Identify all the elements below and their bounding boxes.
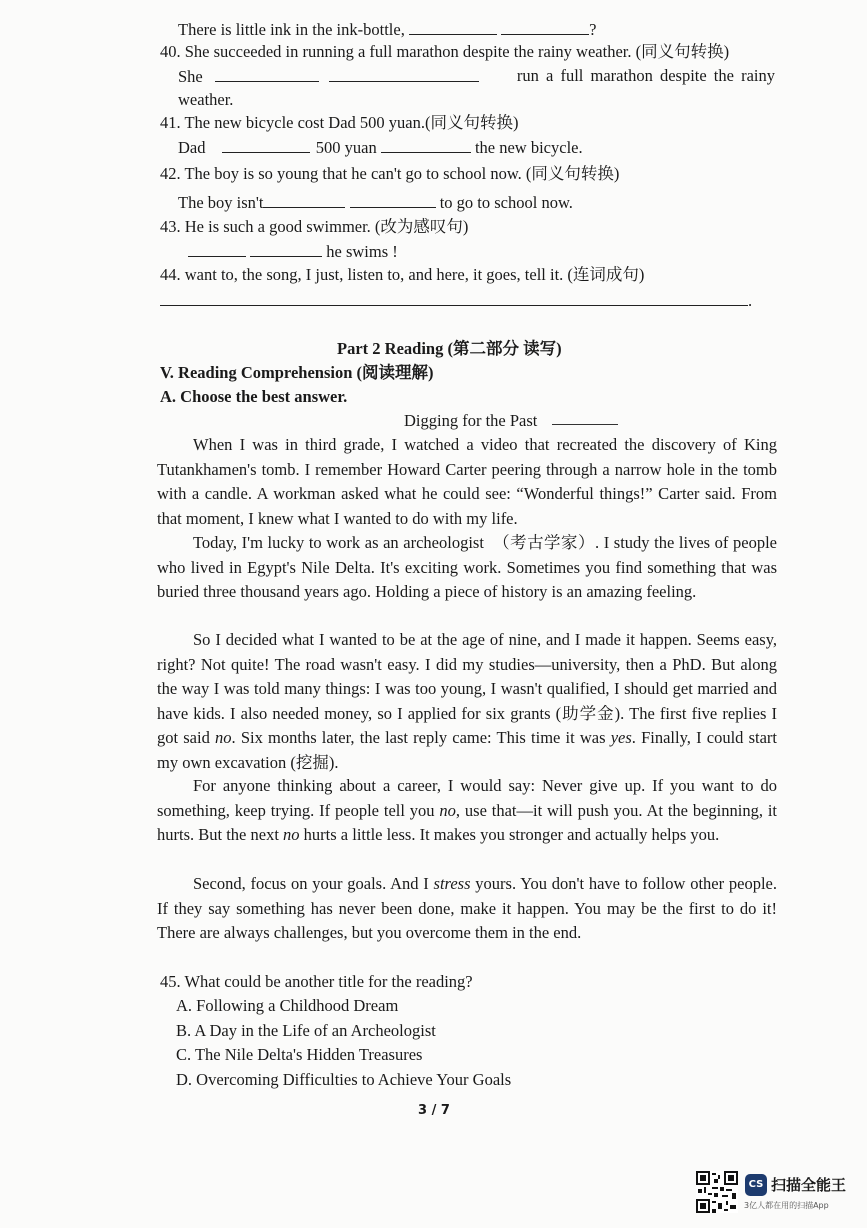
question-43-instruction: 43. He is such a good swimmer. (改为感叹句) bbox=[160, 217, 469, 236]
answer-end-text: he swims ! bbox=[326, 242, 398, 261]
answer-text-a: Dad bbox=[178, 138, 206, 157]
paragraph-text: Second, focus on your goals. And I bbox=[193, 874, 434, 893]
section-heading: V. Reading Comprehension (阅读理解) bbox=[160, 363, 434, 382]
question-41-instruction: 41. The new bicycle cost Dad 500 yuan.(同义句转换) bbox=[160, 113, 519, 132]
question-42-answer-line bbox=[178, 192, 573, 213]
answer-blank[interactable] bbox=[263, 192, 345, 208]
question-41-answer-line bbox=[178, 137, 583, 158]
paragraph-text: , use that—it will push you. At the beginning, it hurts. But the next bbox=[157, 800, 777, 844]
answer-start-text: The boy isn't bbox=[178, 193, 264, 212]
page-number: 3 / 7 bbox=[418, 1103, 450, 1118]
subsection-heading: A. Choose the best answer. bbox=[160, 387, 348, 406]
title-underline bbox=[552, 424, 618, 425]
answer-end-text: to go to school now. bbox=[439, 193, 573, 212]
question-45-stem: 45. What could be another title for the reading? bbox=[160, 972, 473, 991]
paragraph-text: hurts a little less. It makes you stronger and actually helps you. bbox=[299, 825, 720, 844]
question-44-answer-line bbox=[160, 290, 752, 311]
answer-mid-text: run a full marathon despite the rainy bbox=[516, 66, 775, 85]
answer-text-c: the new bicycle. bbox=[474, 138, 583, 157]
paragraph-5 bbox=[157, 872, 777, 946]
answer-blank[interactable] bbox=[501, 19, 589, 35]
answer-blank[interactable] bbox=[350, 192, 436, 208]
question-39-text: There is little ink in the ink-bottle, bbox=[178, 20, 405, 39]
paragraph-text: . Finally, I could start my own excavation (挖掘). bbox=[157, 728, 777, 772]
option-d[interactable]: D. Overcoming Difficulties to Achieve Your Goals bbox=[176, 1070, 512, 1089]
emphasis: no bbox=[215, 728, 232, 747]
answer-blank[interactable] bbox=[215, 66, 319, 82]
camscanner-logo: CS bbox=[745, 1174, 767, 1196]
article-title: Digging for the Past bbox=[404, 411, 538, 430]
answer-blank[interactable] bbox=[222, 137, 310, 153]
question-39-tail bbox=[178, 19, 596, 40]
emphasis: yes bbox=[610, 728, 632, 747]
part-heading: Part 2 Reading (第二部分 读写) bbox=[337, 339, 562, 358]
emphasis: no bbox=[283, 825, 300, 844]
qr-code-icon bbox=[696, 1171, 738, 1213]
question-40-instruction: 40. She succeeded in running a full marathon despite the rainy weather. (同义句转换) bbox=[160, 42, 730, 61]
brand-name: 扫描全能王 bbox=[771, 1176, 847, 1194]
question-mark: ? bbox=[589, 20, 597, 39]
period: . bbox=[748, 291, 753, 310]
answer-blank[interactable] bbox=[329, 66, 479, 82]
answer-blank[interactable] bbox=[160, 290, 748, 306]
answer-blank[interactable] bbox=[188, 241, 246, 257]
paragraph-text: So I decided what I wanted to be at the age of nine, and I made it happen. Seems easy, right? Not quite! The road wasn't easy. I did my studies—university, then a PhD. But along the way I was told many things: I was too young, I wasn't qualified, I should get married and have kids. I also needed money, so I applied for six grants (助学金). The first five replies I got said bbox=[157, 630, 777, 747]
answer-blank[interactable] bbox=[250, 241, 322, 257]
paragraph-1: When I was in third grade, I watched a video that recreated the discovery of King Tutankhamen's tomb. I remember Howard Carter peering through a narrow hole in the tomb with a candle. A workman asked what he could see: “Wonderful things!” Carter said. From that moment, I knew what I wanted to do with my life. bbox=[157, 435, 777, 528]
option-c[interactable]: C. The Nile Delta's Hidden Treasures bbox=[176, 1045, 423, 1064]
answer-blank[interactable] bbox=[409, 19, 497, 35]
emphasis: stress bbox=[433, 874, 471, 893]
answer-blank[interactable] bbox=[381, 137, 471, 153]
paragraph-2: Today, I'm lucky to work as an archeologist （考古学家）. I study the lives of people who lived in Egypt's Nile Delta. It's exciting work. Sometimes you find something that was buried three thousand years ago. Holding a piece of history is an amazing feeling. bbox=[157, 533, 777, 601]
paragraph-3 bbox=[157, 628, 777, 775]
option-b[interactable]: B. A Day in the Life of an Archeologist bbox=[176, 1021, 436, 1040]
question-43-answer-line bbox=[188, 241, 398, 262]
brand-tagline: 3亿人都在用的扫描App bbox=[744, 1201, 829, 1210]
answer-start-text: She bbox=[178, 67, 203, 86]
answer-text-b: 500 yuan bbox=[315, 138, 377, 157]
emphasis: no bbox=[439, 800, 456, 820]
question-42-instruction: 42. The boy is so young that he can't go to school now. (同义句转换) bbox=[160, 164, 620, 183]
question-40-answer-end: weather. bbox=[178, 90, 234, 109]
paragraph-text: . Six months later, the last reply came: This time it was bbox=[231, 728, 611, 747]
paragraph-4 bbox=[157, 774, 777, 848]
question-40-answer-line bbox=[178, 66, 775, 87]
option-a[interactable]: A. Following a Childhood Dream bbox=[176, 996, 399, 1015]
paragraph-text: For anyone thinking about a career, I would say: Never give up. If you want to do something, keep trying. If people tell you bbox=[157, 776, 777, 820]
question-44-instruction: 44. want to, the song, I just, listen to, and here, it goes, tell it. (连词成句) bbox=[160, 265, 645, 284]
paragraph-text: yours. You don't have to follow other people. If they say something has never been done, make it happen. You may be the first to do it! There are always challenges, but you overcome them in the end. bbox=[157, 874, 777, 942]
